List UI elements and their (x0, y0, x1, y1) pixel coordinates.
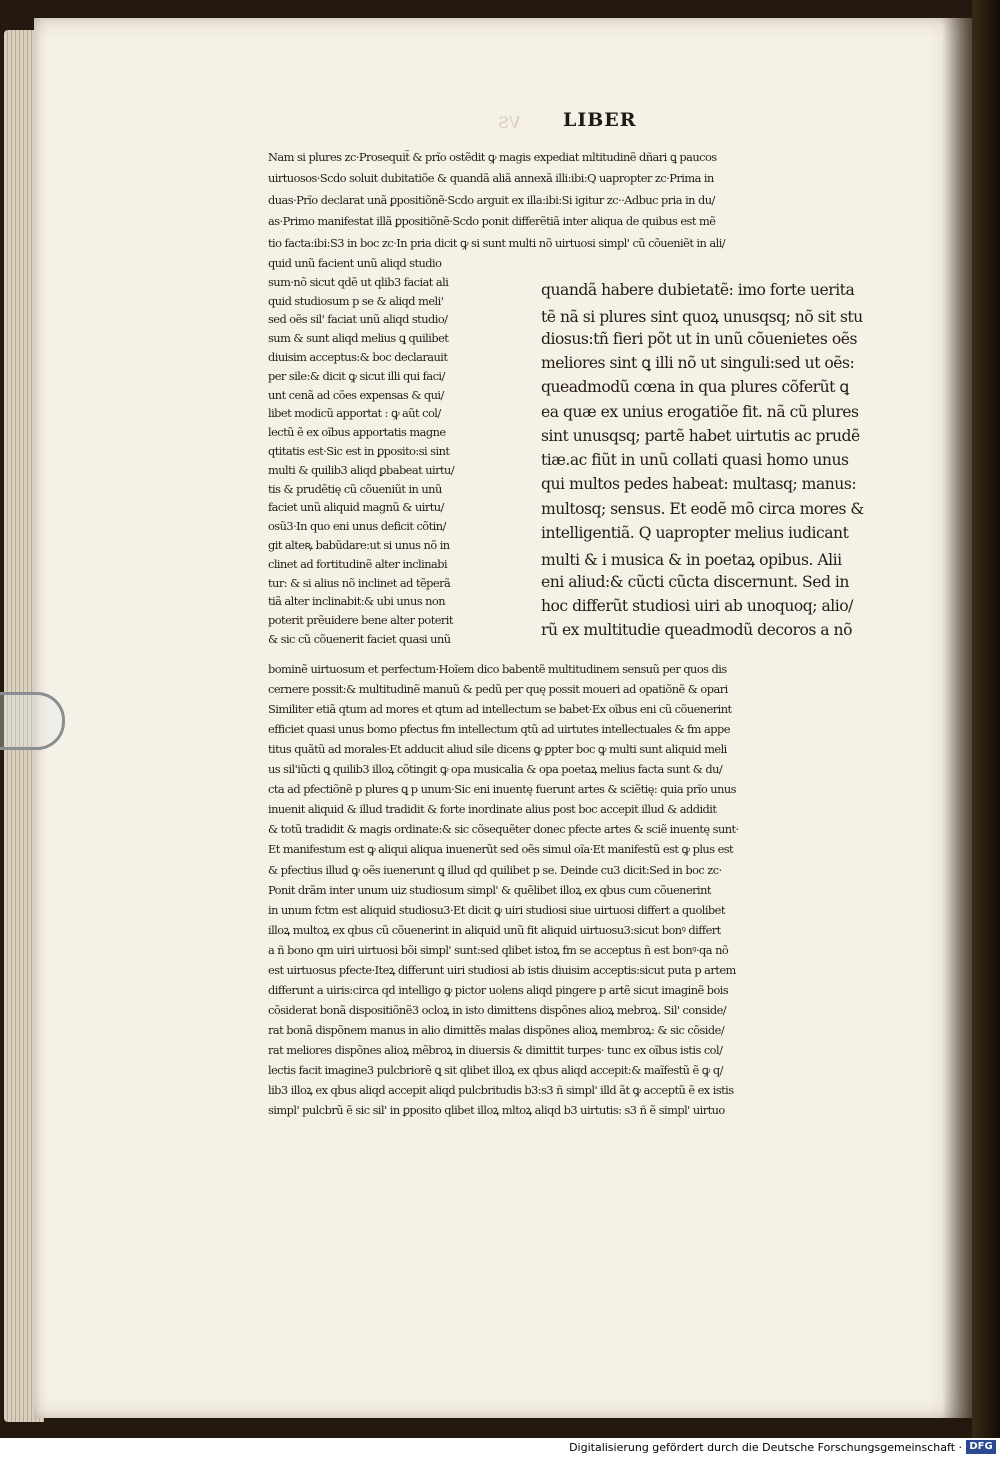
text-line: cernere possit:& multitudinẽ manuũ & pedũ per quę possit moueri ad opatiõnẽ & opari (268, 682, 728, 697)
text-line: uirtuosos·Scdo soluit dubitatiõe & quandã aliã annexã illi:ibi:Q uapropter zc·Prima in (268, 171, 714, 186)
text-line: rat meliores dispõnes alioꝝ mẽbroꝝ in diuersis & dimittit turpes· tunc ex oĩbus istis col/ (268, 1042, 723, 1057)
text-line: intelligentiã. Q uapropter melius iudicant (541, 524, 849, 542)
text-line: eni aliud:& cũcti cũcta discernunt. Sed in (541, 572, 849, 591)
text-line: tio facta:ibi:S3 in boc zc·In pria dicit ꝙ si sunt multi nõ uirtuosi simpl' cũ cõueniẽt in ali/ (268, 235, 726, 250)
text-line: cõsiderat bonã dispositiõnẽ3 ocloꝝ in isto dimittens dispõnes alioꝝ mebroꝝ. Sil' conside/ (268, 1002, 727, 1017)
text-line: diosus:tñ fieri põt ut in unũ cõuenietes oẽs (541, 329, 857, 348)
text-line: quid unũ facient unũ aliqd studio (268, 256, 442, 270)
running-head: LIBER (563, 109, 637, 131)
text-line: ea quæ ex unius erogatiõe fit. nã cũ plures (541, 402, 859, 421)
text-line: Similiter etiã qtum ad mores et qtum ad intellectum se babet·Ex oĩbus eni cũ cõuenerint (268, 702, 732, 717)
text-line: illoꝝ multoꝝ ex qbus cũ cõuenerint in aliquid unũ fit aliquid uirtuosu3:sicut bonꝰ differt (268, 922, 721, 937)
text-line: poterit prẽuidere bene alter poterit (268, 613, 453, 628)
text-line: bominẽ uirtuosum et perfectum·Hoĩem dico babentẽ multitudinem sensuũ per quos dis (268, 662, 727, 676)
text-line: rũ ex multitudie queadmodũ decoros a nõ (541, 621, 852, 640)
text-line: differunt a uiris:circa qd intelligo ꝙ pictor uolens aliqd pingere p artẽ sicut imaginẽ bois (268, 982, 729, 997)
text-line: libet modicũ apportat : ꝙ aũt col/ (268, 406, 441, 421)
text-line: & sic cũ cõuenerit faciet quasi unũ (268, 632, 451, 646)
text-line: simpl' pulcbrũ ẽ sic sil' in ꝑposito qlibet illoꝝ mltoꝝ aliqd b3 uirtutis: s3 ñ ẽ simpl' uirtuo (268, 1103, 725, 1118)
text-line: tis & prudẽtię cũ cõueniũt in unũ (268, 481, 442, 496)
text-line: clinet ad fortitudinẽ alter inclinabi (268, 556, 448, 571)
text-line: Et manifestum est ꝙ aliqui aliqua inuenerũt sed oẽs simul oĩa·Et manifestũ est ꝙ plus est (268, 842, 734, 857)
text-line: quid studiosum p se & aliqd meli' (268, 293, 444, 308)
text-line: inuenit aliquid & illud tradidit & forte inordinate alius post boc accepit illud & addidit (268, 802, 717, 817)
text-line: meliores sint ꝗ illi nõ ut singuli:sed ut oẽs: (541, 353, 855, 372)
text-line: sum & sunt aliqd melius ꝗ quilibet (268, 331, 449, 346)
text-line: titus quãtũ ad morales·Et adducit aliud sile dicens ꝙ ꝑpter boc ꝙ multi sunt aliquid meli (268, 742, 727, 757)
text-line: lectũ ẽ ex oĩbus apportatis magne (268, 425, 446, 440)
text-line: tiã alter inclinabit:& ubi unus non (268, 594, 445, 609)
text-line: unt cenã ad cões expensas & qui/ (268, 387, 444, 402)
show-through-heading: VS (498, 113, 521, 132)
dfg-logo: DFG (966, 1440, 996, 1454)
text-line: qtitatis est·Sic est in ꝑposito:si sint (268, 444, 450, 458)
text-line: sed oẽs sil' faciat unũ aliqd studio/ (268, 312, 448, 327)
text-line: osũ3·In quo eni unus deficit cõtin/ (268, 519, 446, 534)
text-line: qui multos pedes habeat: multasq; manus: (541, 475, 857, 494)
text-line: & pfectius illud ꝙ oẽs iuenerunt ꝗ illud qd quilibet p se. Deinde cu3 dicit:Sed in boc zc· (268, 862, 722, 877)
text-line: us sil'iũcti ꝗ quilib3 illoꝝ cõtingit ꝙ opa musicalia & opa poetaꝝ melius facta sunt & du/ (268, 762, 723, 777)
text-line: & totũ tradidit & magis ordinate:& sic cõsequẽter donec pfecte artes & sciẽ inuentę sunt· (268, 822, 739, 837)
text-line: lectis facit imagine3 pulcbriorẽ ꝗ sit qlibet illoꝝ ex qbus aliqd accepit:& maĩfestũ ẽ ꝙ q/ (268, 1063, 723, 1077)
text-line: tur: & si alius nõ inclinet ad tẽperã (268, 575, 451, 590)
page-gutter-shadow (942, 18, 972, 1418)
text-line: cta ad pfectiõnẽ p plures ꝗ p unum·Sic eni inuentę fuerunt artes & sciẽtię: quia prĩo unus (268, 782, 736, 797)
text-line: a ñ bono qm uiri uirtuosi bõi simpl' sunt:sed qlibet istoꝝ fm se acceptus ñ est bonꝰ·qa nõ (268, 942, 729, 957)
text-line: rat bonã dispõnem manus in alio dimittẽs malas dispõnes alioꝝ membroꝝ: & sic cõside/ (268, 1022, 725, 1037)
text-line: tẽ nã si plures sint quoꝝ unusqsq; nõ sit stu (541, 308, 863, 327)
text-line: sum·nõ sicut qdẽ ut qlib3 faciat ali (268, 274, 449, 289)
text-line: est uirtuosus pfecte·Iteꝝ differunt uiri studiosi ab istis diuisim acceptis:sicut puta p artem (268, 962, 736, 977)
text-line: faciet unũ aliquid magnũ & uirtu/ (268, 500, 444, 515)
text-line: quandã habere dubietatẽ: imo forte uerita (541, 281, 855, 299)
text-line: Nam si plures zc·Prosequit̃ & prĩo ostẽdit ꝙ magis expediat mltitudinẽ dñari ꝗ paucos (268, 150, 717, 164)
text-line: multi & quilib3 aliqd ꝑbabeat uirtu/ (268, 462, 455, 477)
text-line: diuisim acceptus:& boc declarauit (268, 350, 448, 364)
text-line: sint unusqsq; partẽ habet uirtutis ac prudẽ (541, 426, 860, 445)
footer-credit: Digitalisierung gefördert durch die Deutsche Forschungsgemeinschaft · (569, 1441, 962, 1454)
text-line: hoc differũt studiosi uiri ab unoquoq; alio/ (541, 596, 853, 615)
text-line: Ponit drãm inter unum uiz studiosum simpl' & quẽlibet illoꝝ ex qbus cum cõuenerint (268, 882, 711, 897)
text-line: in unum fctm est aliquid studiosu3·Et dicit ꝙ uiri studiosi siue uirtuosi differt a quolibet (268, 902, 725, 917)
text-line: per sile:& dicit ꝙ sicut illi qui faci/ (268, 368, 445, 383)
text-line: lib3 illoꝝ ex qbus aliqd accepit aliqd pulcbritudis b3:s3 ñ simpl' illd ãt ꝙ acceptũ ẽ ex istis (268, 1083, 734, 1098)
text-line: tiæ.ac fiũt in unũ collati quasi homo unus (541, 451, 849, 470)
page-clip (0, 692, 65, 750)
text-line: queadmodũ cœna in qua plures cõferũt ꝗ (541, 378, 849, 397)
book-spine (972, 0, 1000, 1438)
text-line: multosq; sensus. Et eodẽ mõ circa mores & (541, 499, 864, 518)
text-line: multi & i musica & in poetaꝝ opibus. Alii (541, 551, 842, 570)
text-line: duas·Prĩo declarat unã ꝑpositiõnẽ·Scdo arguit ex illa:ibi:Si igitur zc··Adbuc pria in du/ (268, 192, 715, 207)
text-line: efficiet quasi unus bomo pfectus fm intellectum qtũ ad uirtutes intellectuales & fm appe (268, 722, 730, 737)
text-line: git alteꝶ babũdare:ut si unus nõ in (268, 538, 450, 552)
text-line: as·Primo manifestat illã ꝑpositiõnẽ·Scdo ponit differẽtiã inter aliqua de quibus est mẽ (268, 214, 716, 229)
